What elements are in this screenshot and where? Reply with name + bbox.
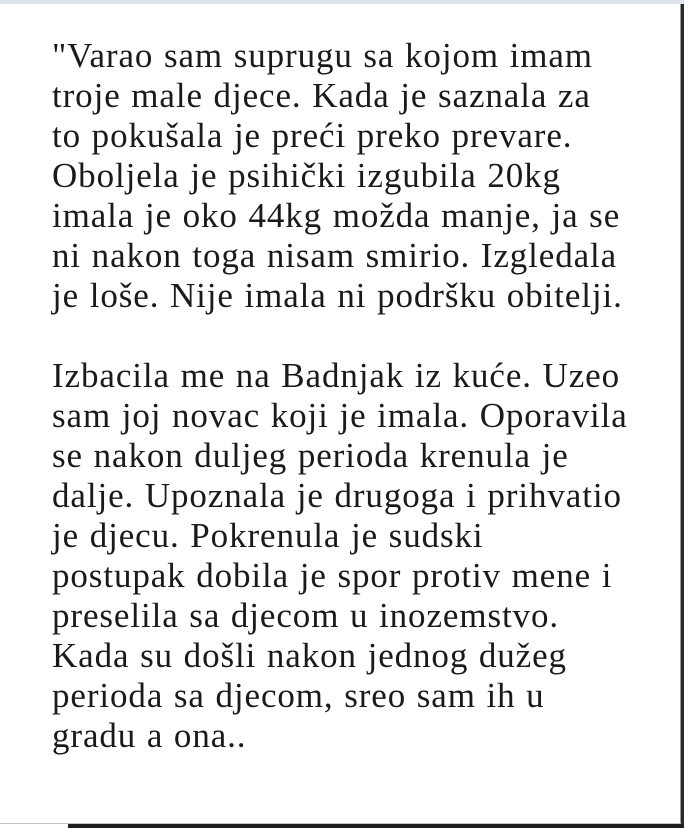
text-line: to pokušala je preći preko prevare. (52, 116, 573, 155)
text-line: "Varao sam suprugu sa kojom imam (52, 36, 593, 75)
quote-text-block (52, 36, 672, 756)
text-line: se nakon duljeg perioda krenula je (52, 436, 569, 475)
text-line: je loše. Nije imala ni podršku obitelji. (52, 276, 623, 315)
text-line: ni nakon toga nisam smirio. Izgledala (52, 236, 618, 275)
text-line: postupak dobila je spor protiv mene i (52, 556, 613, 595)
text-line: perioda sa djecom, sreo sam ih u (52, 676, 545, 715)
text-line: troje male djece. Kada je saznala za (52, 76, 591, 115)
text-line: Izbacila me na Badnjak iz kuće. Uzeo (52, 356, 620, 395)
frame-bottom-edge (68, 824, 684, 828)
top-band (0, 0, 684, 4)
text-line: Kada su došli nakon jednog dužeg (52, 636, 567, 675)
text-line: preselila sa djecom u inozemstvo. (52, 596, 560, 635)
text-line: imala je oko 44kg možda manje, ja se (52, 196, 621, 235)
text-line: dalje. Upoznala je drugoga i prihvatio (52, 476, 622, 515)
paragraph-1 (52, 36, 672, 316)
text-line: gradu a ona.. (52, 716, 247, 755)
text-line: je djecu. Pokrenula je sudski (52, 516, 484, 555)
text-line: sam joj novac koji je imala. Oporavila (52, 396, 628, 435)
text-line: Oboljela je psihički izgubila 20kg (52, 156, 561, 195)
paragraph-2 (52, 356, 672, 756)
